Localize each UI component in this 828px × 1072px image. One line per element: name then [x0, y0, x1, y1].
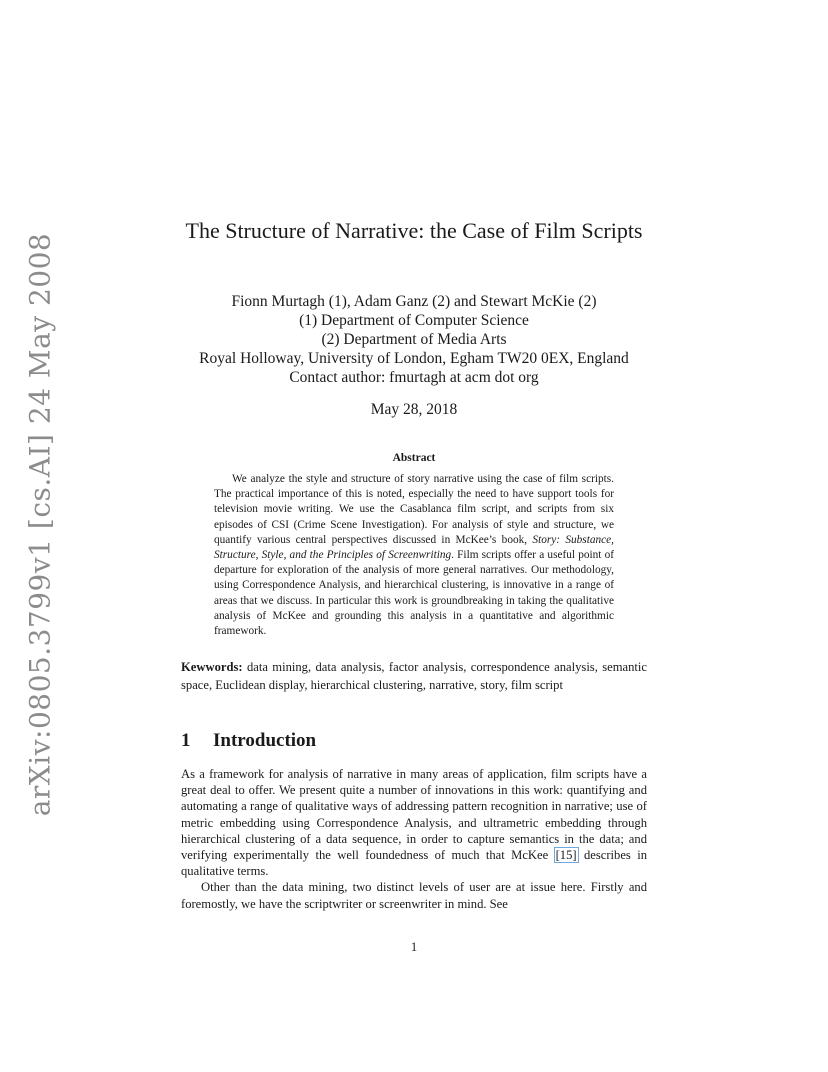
keywords-text: data mining, data analysis, factor analysis, correspondence analysis, semantic space, Euclidean display, hierarchical clustering, narrative, story, film script	[181, 660, 647, 692]
abstract-book-title: Story: Substance, Structure, Style, and the Principles of Screenwriting	[214, 533, 614, 562]
contact-author: Contact author: fmurtagh at acm dot org	[289, 369, 539, 386]
abstract-body	[214, 472, 614, 639]
section-heading-introduction	[181, 730, 647, 752]
section-number: 1	[181, 730, 191, 751]
paper-title: The Structure of Narrative: the Case of Film Scripts	[185, 218, 643, 243]
institution: Royal Holloway, University of London, Egham TW20 0EX, England	[199, 350, 629, 367]
intro-para1-part2: describes in qualitative terms.	[181, 848, 647, 879]
author-names: Fionn Murtagh (1), Adam Ganz (2) and Stewart McKie (2)	[231, 293, 597, 310]
keywords-block	[181, 659, 647, 694]
author-block	[160, 292, 668, 387]
paper-date: May 28, 2018	[370, 401, 458, 418]
affiliation-computer-science: (1) Department of Computer Science	[299, 312, 529, 329]
abstract-text-part1: We analyze the style and structure of story narrative using the case of film scripts. The practical importance of this is noted, especially the need to have support tools for television movie writing. We use the Casablanca film script, and scripts from six episodes of CSI (Crime Scene Investigation). For analysis of style and structure, we quantify various central perspectives discussed in McKee’s book,	[214, 473, 614, 546]
arxiv-identifier-stamp	[20, 232, 60, 816]
keywords-label: Kewwords:	[181, 660, 243, 674]
citation-link-15[interactable]: [15]	[555, 848, 577, 863]
page-number: 1	[410, 940, 418, 954]
intro-para1-part1: As a framework for analysis of narrative in many areas of application, film scripts have a great deal to offer. We present quite a number of innovations in this work: quantifying and automating a range of qualitative ways of addressing pattern recognition in narrative; use of metric embedding using Correspondence Analysis, and ultrametric embedding through hierarchical clustering of a data sequence, in order to capture semantics in the data; and verifying experimentally the well foundedness of much that McKee	[181, 767, 647, 863]
section-title: Introduction	[213, 730, 317, 751]
abstract-text-part2: . Film scripts offer a useful point of departure for exploration of the analysis of more general narratives. Our methodology, using Correspondence Analysis, and hierarchical clustering, is innovative in a range of areas that we discuss. In particular this work is groundbreaking in taking the qualitative analysis of McKee and grounding this analysis in a quantitative and algorithmic framework.	[214, 549, 614, 638]
intro-paragraph-1	[181, 766, 647, 879]
abstract-heading: Abstract	[392, 452, 436, 464]
intro-paragraph-2: Other than the data mining, two distinct levels of user are at issue here. Firstly and foremostly, we have the scriptwriter or screenwriter in mind. See	[181, 880, 647, 911]
affiliation-media-arts: (2) Department of Media Arts	[321, 331, 507, 348]
introduction-body	[181, 766, 647, 912]
arxiv-identifier-text: arXiv:0805.3799v1 [cs.AI] 24 May 2008	[23, 232, 57, 816]
